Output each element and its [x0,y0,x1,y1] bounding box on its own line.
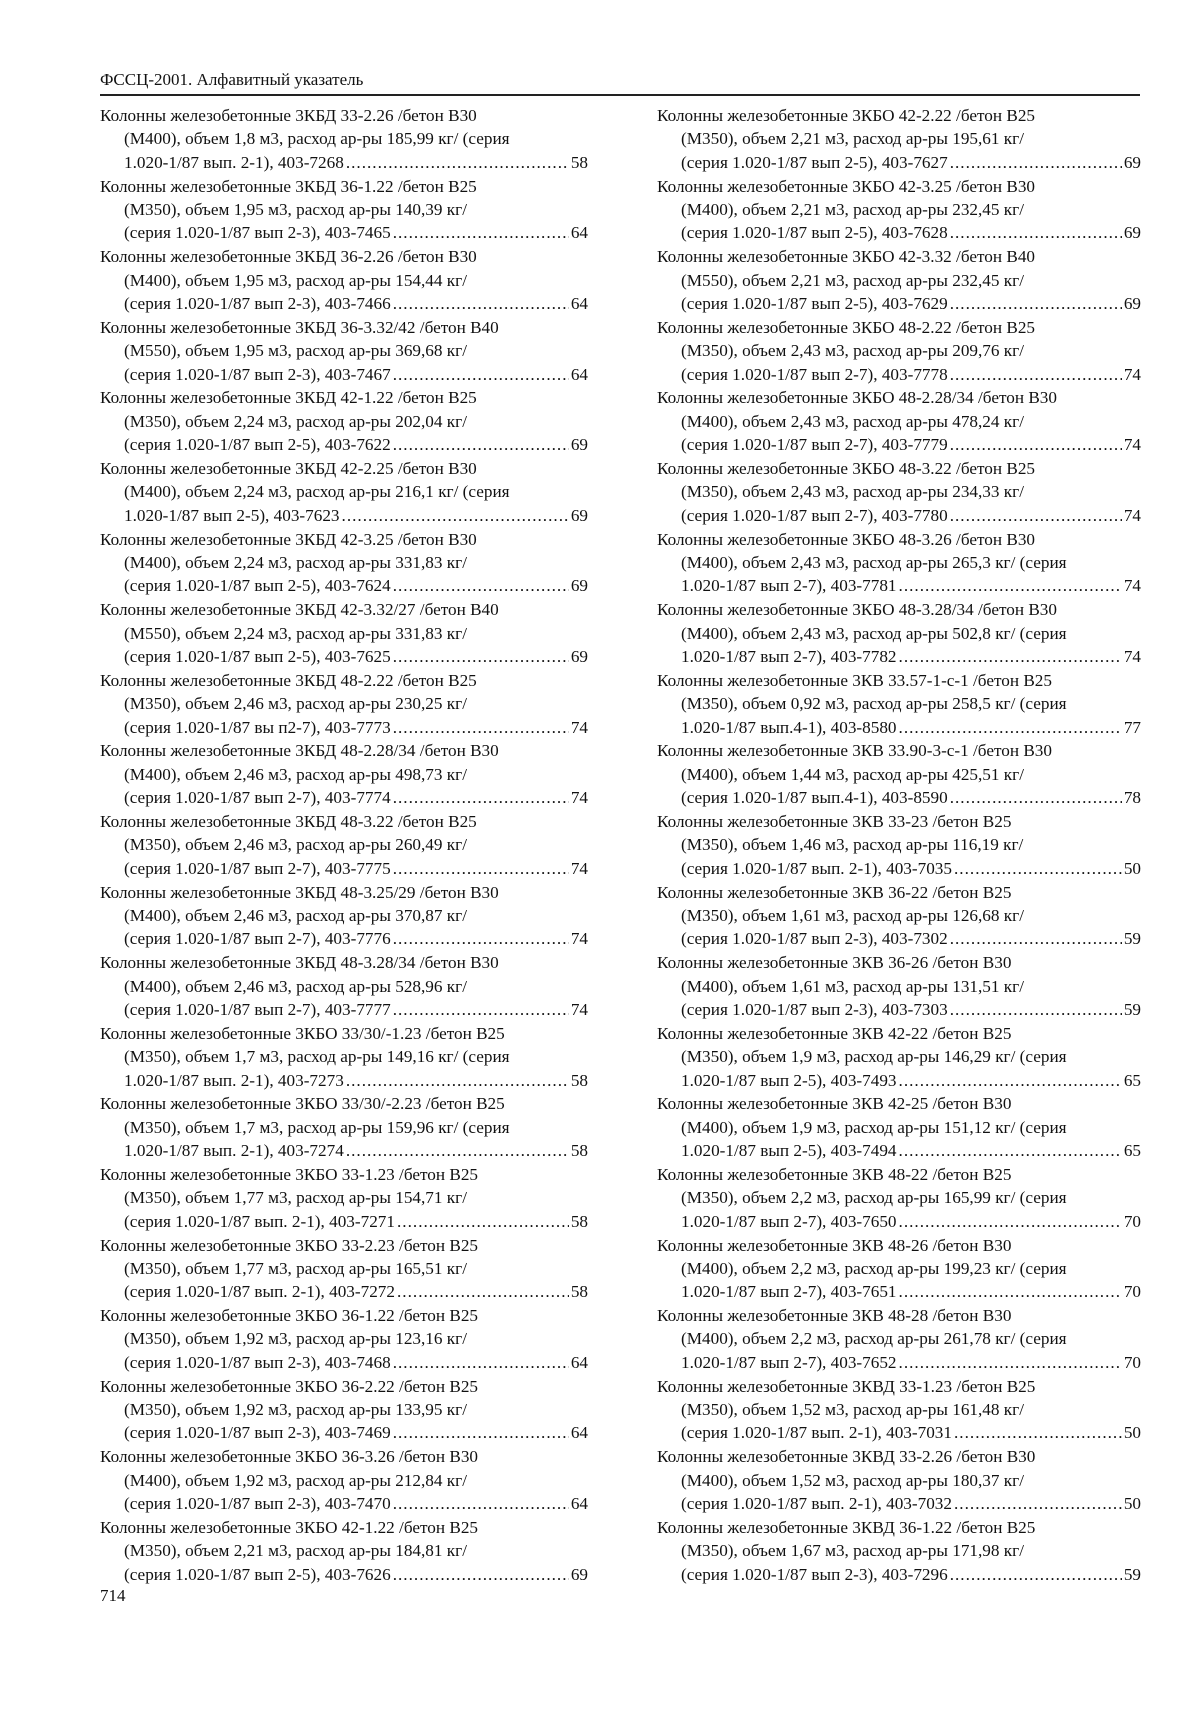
entry-line-2: (М400), объем 1,95 м3, расход ар-ры 154,44 кг/ [124,270,467,290]
index-entry [100,739,588,810]
entry-line-1: Колонны железобетонные 3КВ 33.57-1-с-1 /бетон В25 [657,670,1052,690]
dot-leader [899,1069,1122,1092]
entry-line-3-text: (серия 1.020-1/87 вып 2-3), 403-7469 [124,1423,391,1443]
entry-line-1: Колонны железобетонные 3КБО 36-2.22 /бетон В25 [100,1376,479,1396]
entry-line-1: Колонны железобетонные 3КБО 33-2.23 /бетон В25 [100,1235,479,1255]
entry-line-3 [100,1210,588,1233]
index-entry [657,245,1141,316]
entry-line-3 [100,574,588,597]
dot-leader [346,1069,569,1092]
entry-line-2: (М350), объем 2,46 м3, расход ар-ры 230,25 кг/ [124,694,467,714]
entry-line-2: (М400), объем 1,8 м3, расход ар-ры 185,99 кг/ (серия [124,129,510,149]
entry-line-3-text: 1.020-1/87 вып 2-7), 403-7650 [681,1211,897,1231]
entry-page-ref: 74 [570,999,588,1019]
entry-line-1: Колонны железобетонные 3КВ 48-26 /бетон В30 [657,1235,1012,1255]
entry-page-ref: 74 [1123,576,1141,596]
dot-leader [393,1563,569,1586]
dot-leader [393,786,569,809]
index-entry [657,669,1141,740]
entry-page-ref: 50 [1123,858,1141,878]
entry-line-2: (М350), объем 1,9 м3, расход ар-ры 146,29 кг/ (серия [681,1047,1067,1067]
entry-line-2: (М350), объем 2,43 м3, расход ар-ры 209,76 кг/ [681,341,1024,361]
entry-line-3-text: (серия 1.020-1/87 вып 2-5), 403-7625 [124,646,391,666]
entry-page-ref: 64 [570,1423,588,1443]
dot-leader [393,927,569,950]
entry-line-3-text: (серия 1.020-1/87 вып. 2-1), 403-7271 [124,1211,395,1231]
entry-page-ref: 74 [1123,505,1141,525]
entry-line-3 [100,1139,588,1162]
entry-line-2: (М400), объем 2,2 м3, расход ар-ры 199,23 кг/ (серия [681,1258,1067,1278]
entry-line-3 [100,786,588,809]
entry-line-3 [100,857,588,880]
dot-leader [950,151,1122,174]
entry-line-1: Колонны железобетонные 3КБД 42-2.25 /бетон В30 [100,458,477,478]
entry-line-3 [100,151,588,174]
entry-line-3-text: (серия 1.020-1/87 вып 2-3), 403-7467 [124,364,391,384]
entry-page-ref: 69 [1123,293,1141,313]
entry-line-3-text: (серия 1.020-1/87 вып.4-1), 403-8590 [681,788,948,808]
dot-leader [899,574,1122,597]
dot-leader [393,645,569,668]
index-entry [100,881,588,952]
dot-leader [393,574,569,597]
entry-page-ref: 70 [1123,1282,1141,1302]
entry-line-1: Колонны железобетонные 3КВ 48-28 /бетон В30 [657,1306,1012,1326]
entry-line-1: Колонны железобетонные 3КБД 36-1.22 /бетон В25 [100,176,477,196]
entry-line-3 [100,1351,588,1374]
entry-line-3-text: (серия 1.020-1/87 вып. 2-1), 403-7032 [681,1494,952,1514]
dot-leader [393,363,569,386]
entry-page-ref: 64 [570,223,588,243]
dot-leader [899,1351,1122,1374]
entry-line-2: (М400), объем 2,46 м3, расход ар-ры 498,73 кг/ [124,764,467,784]
entry-line-3-text: (серия 1.020-1/87 вып 2-5), 403-7624 [124,576,391,596]
entry-line-2: (М400), объем 1,9 м3, расход ар-ры 151,12 кг/ (серия [681,1117,1067,1137]
entry-line-3 [100,433,588,456]
entry-page-ref: 58 [570,1070,588,1090]
index-entry [657,528,1141,599]
entry-page-ref: 58 [570,1141,588,1161]
dot-leader [950,927,1122,950]
index-entry [657,1304,1141,1375]
dot-leader [950,786,1122,809]
dot-leader [899,1210,1122,1233]
entry-line-3 [657,645,1141,668]
entry-page-ref: 74 [570,858,588,878]
entry-page-ref: 64 [570,1494,588,1514]
index-entry [657,951,1141,1022]
index-entry [657,810,1141,881]
entry-line-2: (М550), объем 2,21 м3, расход ар-ры 232,45 кг/ [681,270,1024,290]
entry-page-ref: 59 [1123,929,1141,949]
entry-line-3-text: (серия 1.020-1/87 вып 2-3), 403-7303 [681,999,948,1019]
dot-leader [397,1210,569,1233]
entry-line-3 [657,1210,1141,1233]
entry-line-1: Колонны железобетонные 3КВ 36-22 /бетон В25 [657,882,1012,902]
index-column-right [657,104,1141,1586]
index-entry [100,598,588,669]
entry-line-2: (М400), объем 2,46 м3, расход ар-ры 370,87 кг/ [124,905,467,925]
entry-page-ref: 69 [570,646,588,666]
entry-line-2: (М350), объем 1,61 м3, расход ар-ры 126,68 кг/ [681,905,1024,925]
index-entry [100,1516,588,1587]
entry-page-ref: 65 [1123,1141,1141,1161]
entry-line-1: Колонны железобетонные 3КВ 33-23 /бетон В25 [657,811,1012,831]
entry-line-1: Колонны железобетонные 3КВ 36-26 /бетон В30 [657,953,1012,973]
dot-leader [393,1492,569,1515]
entry-line-1: Колонны железобетонные 3КБД 48-2.28/34 /бетон В30 [100,741,499,761]
dot-leader [950,998,1122,1021]
index-entry [100,1445,588,1516]
entry-line-1: Колонны железобетонные 3КБД 42-1.22 /бетон В25 [100,388,477,408]
entry-line-2: (М400), объем 2,46 м3, расход ар-ры 528,96 кг/ [124,976,467,996]
entry-line-2: (М550), объем 2,24 м3, расход ар-ры 331,83 кг/ [124,623,467,643]
entry-line-2: (М350), объем 1,52 м3, расход ар-ры 161,48 кг/ [681,1400,1024,1420]
entry-page-ref: 64 [570,293,588,313]
dot-leader [393,716,569,739]
entry-line-1: Колонны железобетонные 3КБД 36-3.32/42 /бетон В40 [100,317,499,337]
entry-line-3-text: 1.020-1/87 вып.4-1), 403-8580 [681,717,897,737]
entry-page-ref: 69 [570,505,588,525]
index-entry [657,1516,1141,1587]
index-entry [657,457,1141,528]
index-entry [100,1375,588,1446]
entry-line-1: Колонны железобетонные 3КБО 42-2.22 /бетон В25 [657,106,1036,125]
index-entry [100,951,588,1022]
index-entry [100,104,588,175]
entry-line-1: Колонны железобетонные 3КВД 36-1.22 /бетон В25 [657,1517,1036,1537]
entry-line-3 [657,151,1141,174]
entry-line-2: (М400), объем 1,61 м3, расход ар-ры 131,51 кг/ [681,976,1024,996]
entry-line-3-text: (серия 1.020-1/87 вып 2-7), 403-7778 [681,364,948,384]
entry-page-ref: 50 [1123,1423,1141,1443]
entry-line-3 [657,1351,1141,1374]
entry-line-3-text: (серия 1.020-1/87 вып 2-5), 403-7622 [124,435,391,455]
entry-line-2: (М350), объем 1,77 м3, расход ар-ры 165,51 кг/ [124,1258,467,1278]
entry-line-3 [100,221,588,244]
entry-page-ref: 69 [570,576,588,596]
index-entry [100,1092,588,1163]
entry-line-2: (М350), объем 2,2 м3, расход ар-ры 165,99 кг/ (серия [681,1188,1067,1208]
entry-line-3-text: (серия 1.020-1/87 вып 2-3), 403-7465 [124,223,391,243]
entry-line-3 [100,998,588,1021]
entry-line-1: Колонны железобетонные 3КВД 33-1.23 /бетон В25 [657,1376,1036,1396]
entry-line-1: Колонны железобетонные 3КБО 36-3.26 /бетон В30 [100,1447,479,1467]
dot-leader [393,1421,569,1444]
entry-line-3-text: (серия 1.020-1/87 вып 2-7), 403-7779 [681,435,948,455]
entry-line-1: Колонны железобетонные 3КБО 48-3.22 /бетон В25 [657,458,1036,478]
entry-line-3-text: (серия 1.020-1/87 вып. 2-1), 403-7031 [681,1423,952,1443]
dot-leader [950,221,1122,244]
entry-line-3-text: (серия 1.020-1/87 вып 2-3), 403-7466 [124,293,391,313]
index-entry [100,1304,588,1375]
entry-line-1: Колонны железобетонные 3КБД 42-3.25 /бетон В30 [100,529,477,549]
page-header-title: ФССЦ-2001. Алфавитный указатель [100,70,364,89]
entry-line-1: Колонны железобетонные 3КБД 36-2.26 /бетон В30 [100,247,477,267]
entry-line-1: Колонны железобетонные 3КВ 42-22 /бетон В25 [657,1023,1012,1043]
entry-line-3-text: (серия 1.020-1/87 вып. 2-1), 403-7272 [124,1282,395,1302]
dot-leader [346,151,569,174]
index-entry [100,810,588,881]
entry-page-ref: 65 [1123,1070,1141,1090]
entry-line-3 [657,1280,1141,1303]
index-entry [657,1022,1141,1093]
entry-line-3 [657,221,1141,244]
entry-line-3-text: 1.020-1/87 вып 2-7), 403-7651 [681,1282,897,1302]
entry-line-3-text: 1.020-1/87 вып 2-5), 403-7494 [681,1141,897,1161]
dot-leader [954,1421,1122,1444]
index-entry [100,245,588,316]
index-entry [657,1445,1141,1516]
dot-leader [950,433,1122,456]
dot-leader [954,1492,1122,1515]
entry-line-3 [657,1563,1141,1586]
entry-line-3-text: 1.020-1/87 вып. 2-1), 403-7268 [124,152,344,172]
entry-line-1: Колонны железобетонные 3КБО 48-2.28/34 /бетон В30 [657,388,1057,408]
entry-line-1: Колонны железобетонные 3КБО 42-1.22 /бетон В25 [100,1517,479,1537]
entry-line-3-text: (серия 1.020-1/87 вып 2-7), 403-7775 [124,858,391,878]
entry-page-ref: 58 [570,152,588,172]
entry-page-ref: 74 [1123,364,1141,384]
entry-line-1: Колонны железобетонные 3КБД 33-2.26 /бетон В30 [100,106,477,125]
entry-page-ref: 74 [570,929,588,949]
entry-line-1: Колонны железобетонные 3КБО 36-1.22 /бетон В25 [100,1306,479,1326]
entry-line-1: Колонны железобетонные 3КБД 48-3.25/29 /бетон В30 [100,882,499,902]
entry-line-2: (М350), объем 2,21 м3, расход ар-ры 184,81 кг/ [124,1541,467,1561]
entry-line-3-text: (серия 1.020-1/87 вып 2-3), 403-7470 [124,1494,391,1514]
index-entry [100,175,588,246]
entry-line-2: (М350), объем 1,77 м3, расход ар-ры 154,71 кг/ [124,1188,467,1208]
entry-line-1: Колонны железобетонные 3КВ 48-22 /бетон В25 [657,1164,1012,1184]
entry-line-1: Колонны железобетонные 3КБО 33/30/-1.23 /бетон В25 [100,1023,505,1043]
index-entry [100,669,588,740]
entry-page-ref: 74 [570,788,588,808]
entry-page-ref: 74 [1123,646,1141,666]
index-entry [657,1163,1141,1234]
entry-line-3 [100,1069,588,1092]
entry-line-1: Колонны железобетонные 3КБД 48-3.22 /бетон В25 [100,811,477,831]
entry-line-3-text: (серия 1.020-1/87 вып 2-5), 403-7626 [124,1564,391,1584]
entry-line-1: Колонны железобетонные 3КВ 33.90-3-с-1 /бетон В30 [657,741,1052,761]
entry-page-ref: 50 [1123,1494,1141,1514]
entry-page-ref: 77 [1123,717,1141,737]
index-entry [100,316,588,387]
entry-page-ref: 58 [570,1282,588,1302]
entry-line-3 [657,786,1141,809]
entry-line-2: (М550), объем 1,95 м3, расход ар-ры 369,68 кг/ [124,341,467,361]
dot-leader [393,1351,569,1374]
entry-line-3-text: (серия 1.020-1/87 вып 2-3), 403-7468 [124,1352,391,1372]
dot-leader [950,292,1122,315]
entry-page-ref: 74 [1123,435,1141,455]
entry-page-ref: 69 [1123,223,1141,243]
entry-line-3-text: (серия 1.020-1/87 вып 2-5), 403-7627 [681,152,948,172]
entry-line-1: Колонны железобетонные 3КВД 33-2.26 /бетон В30 [657,1447,1036,1467]
entry-line-3 [100,927,588,950]
entry-line-3 [100,1421,588,1444]
entry-line-3 [100,1563,588,1586]
entry-line-1: Колонны железобетонные 3КБД 48-2.22 /бетон В25 [100,670,477,690]
entry-line-2: (М350), объем 2,24 м3, расход ар-ры 202,04 кг/ [124,411,467,431]
entry-line-2: (М350), объем 2,46 м3, расход ар-ры 260,49 кг/ [124,835,467,855]
entry-line-3-text: (серия 1.020-1/87 вып 2-7), 403-7780 [681,505,948,525]
entry-line-3 [657,716,1141,739]
entry-line-1: Колонны железобетонные 3КБО 48-3.26 /бетон В30 [657,529,1036,549]
dot-leader [950,504,1122,527]
index-entry [100,457,588,528]
page-number: 714 [100,1586,126,1605]
index-entry [657,1375,1141,1446]
entry-page-ref: 70 [1123,1352,1141,1372]
entry-line-1: Колонны железобетонные 3КВ 42-25 /бетон В30 [657,1094,1012,1114]
entry-page-ref: 64 [570,364,588,384]
entry-line-3 [100,504,588,527]
entry-line-3 [100,716,588,739]
entry-line-2: (М350), объем 1,92 м3, расход ар-ры 133,95 кг/ [124,1400,467,1420]
entry-line-2: (М400), объем 2,24 м3, расход ар-ры 216,1 кг/ (серия [124,482,510,502]
entry-line-3 [657,1139,1141,1162]
index-entry [657,175,1141,246]
entry-line-3 [100,645,588,668]
entry-line-2: (М350), объем 1,7 м3, расход ар-ры 159,96 кг/ (серия [124,1117,510,1137]
index-entry [657,881,1141,952]
entry-line-3 [657,292,1141,315]
entry-line-3 [100,292,588,315]
entry-page-ref: 78 [1123,788,1141,808]
entry-line-3 [657,927,1141,950]
index-entry [657,598,1141,669]
dot-leader [950,363,1122,386]
entry-line-3-text: (серия 1.020-1/87 вып 2-7), 403-7776 [124,929,391,949]
entry-line-1: Колонны железобетонные 3КБО 33/30/-2.23 /бетон В25 [100,1094,505,1114]
entry-line-2: (М400), объем 2,2 м3, расход ар-ры 261,78 кг/ (серия [681,1329,1067,1349]
dot-leader [393,292,569,315]
entry-line-3-text: 1.020-1/87 вып. 2-1), 403-7274 [124,1141,344,1161]
entry-line-3-text: (серия 1.020-1/87 вы п2-7), 403-7773 [124,717,391,737]
index-entry [100,1163,588,1234]
entry-line-3-text: 1.020-1/87 вып 2-7), 403-7652 [681,1352,897,1372]
entry-line-3-text: (серия 1.020-1/87 вып. 2-1), 403-7035 [681,858,952,878]
entry-line-3-text: (серия 1.020-1/87 вып 2-3), 403-7302 [681,929,948,949]
index-entry [657,1234,1141,1305]
entry-line-3 [657,1421,1141,1444]
entry-line-2: (М400), объем 2,43 м3, расход ар-ры 478,24 кг/ [681,411,1024,431]
entry-line-3 [657,1492,1141,1515]
index-entry [100,386,588,457]
dot-leader [899,1139,1122,1162]
dot-leader [393,857,569,880]
entry-line-1: Колонны железобетонные 3КБО 42-3.32 /бетон В40 [657,247,1036,267]
entry-line-3-text: 1.020-1/87 вып 2-7), 403-7781 [681,576,897,596]
entry-line-2: (М350), объем 2,21 м3, расход ар-ры 195,61 кг/ [681,129,1024,149]
entry-line-3-text: 1.020-1/87 вып 2-5), 403-7493 [681,1070,897,1090]
entry-line-2: (М400), объем 1,44 м3, расход ар-ры 425,51 кг/ [681,764,1024,784]
entry-line-3 [657,363,1141,386]
entry-line-3-text: 1.020-1/87 вып. 2-1), 403-7273 [124,1070,344,1090]
entry-line-2: (М350), объем 1,46 м3, расход ар-ры 116,19 кг/ [681,835,1024,855]
entry-page-ref: 59 [1123,1564,1141,1584]
dot-leader [899,716,1122,739]
entry-line-1: Колонны железобетонные 3КБД 48-3.28/34 /бетон В30 [100,953,499,973]
dot-leader [342,504,569,527]
entry-line-3 [657,1069,1141,1092]
entry-line-3-text: (серия 1.020-1/87 вып 2-3), 403-7296 [681,1564,948,1584]
entry-line-3 [657,998,1141,1021]
entry-page-ref: 69 [570,1564,588,1584]
page-header [100,70,1140,96]
entry-page-ref: 69 [1123,152,1141,172]
entry-page-ref: 69 [570,435,588,455]
dot-leader [393,998,569,1021]
index-entry [100,1234,588,1305]
entry-page-ref: 70 [1123,1211,1141,1231]
entry-line-3 [657,857,1141,880]
entry-line-1: Колонны железобетонные 3КБО 42-3.25 /бетон В30 [657,176,1036,196]
entry-line-2: (М350), объем 1,92 м3, расход ар-ры 123,16 кг/ [124,1329,467,1349]
dot-leader [950,1563,1122,1586]
dot-leader [954,857,1122,880]
index-entry [657,104,1141,175]
entry-line-3-text: 1.020-1/87 вып 2-5), 403-7623 [124,505,340,525]
dot-leader [393,433,569,456]
entry-line-3 [657,504,1141,527]
entry-line-2: (М400), объем 2,43 м3, расход ар-ры 502,8 кг/ (серия [681,623,1067,643]
entry-line-3-text: (серия 1.020-1/87 вып 2-5), 403-7629 [681,293,948,313]
entry-line-3 [657,433,1141,456]
entry-line-2: (М400), объем 2,43 м3, расход ар-ры 265,3 кг/ (серия [681,552,1067,572]
dot-leader [899,645,1122,668]
entry-line-2: (М400), объем 2,21 м3, расход ар-ры 232,45 кг/ [681,199,1024,219]
index-entry [657,316,1141,387]
index-entry [657,1092,1141,1163]
dot-leader [899,1280,1122,1303]
index-entry [657,386,1141,457]
dot-leader [346,1139,569,1162]
entry-line-3-text: (серия 1.020-1/87 вып 2-7), 403-7777 [124,999,391,1019]
entry-line-3 [100,1492,588,1515]
entry-line-1: Колонны железобетонные 3КБО 48-2.22 /бетон В25 [657,317,1036,337]
dot-leader [397,1280,569,1303]
index-entry [657,739,1141,810]
entry-line-1: Колонны железобетонные 3КБО 33-1.23 /бетон В25 [100,1164,479,1184]
entry-line-1: Колонны железобетонные 3КБД 42-3.32/27 /бетон В40 [100,600,499,620]
entry-line-3-text: 1.020-1/87 вып 2-7), 403-7782 [681,646,897,666]
entry-line-2: (М350), объем 0,92 м3, расход ар-ры 258,5 кг/ (серия [681,694,1067,714]
entry-line-3 [657,574,1141,597]
entry-page-ref: 58 [570,1211,588,1231]
entry-line-1: Колонны железобетонные 3КБО 48-3.28/34 /бетон В30 [657,600,1057,620]
entry-line-2: (М350), объем 2,43 м3, расход ар-ры 234,33 кг/ [681,482,1024,502]
index-entry [100,1022,588,1093]
index-column-left [100,104,588,1586]
entry-line-3-text: (серия 1.020-1/87 вып 2-7), 403-7774 [124,788,391,808]
index-entry [100,528,588,599]
entry-line-3-text: (серия 1.020-1/87 вып 2-5), 403-7628 [681,223,948,243]
entry-page-ref: 59 [1123,999,1141,1019]
entry-line-2: (М350), объем 1,7 м3, расход ар-ры 149,16 кг/ (серия [124,1047,510,1067]
dot-leader [393,221,569,244]
entry-line-2: (М350), объем 1,95 м3, расход ар-ры 140,39 кг/ [124,199,467,219]
entry-line-2: (М400), объем 2,24 м3, расход ар-ры 331,83 кг/ [124,552,467,572]
entry-line-2: (М350), объем 1,67 м3, расход ар-ры 171,98 кг/ [681,1541,1024,1561]
entry-page-ref: 64 [570,1352,588,1372]
entry-page-ref: 74 [570,717,588,737]
entry-line-3 [100,1280,588,1303]
entry-line-3 [100,363,588,386]
entry-line-2: (М400), объем 1,52 м3, расход ар-ры 180,37 кг/ [681,1470,1024,1490]
entry-line-2: (М400), объем 1,92 м3, расход ар-ры 212,84 кг/ [124,1470,467,1490]
